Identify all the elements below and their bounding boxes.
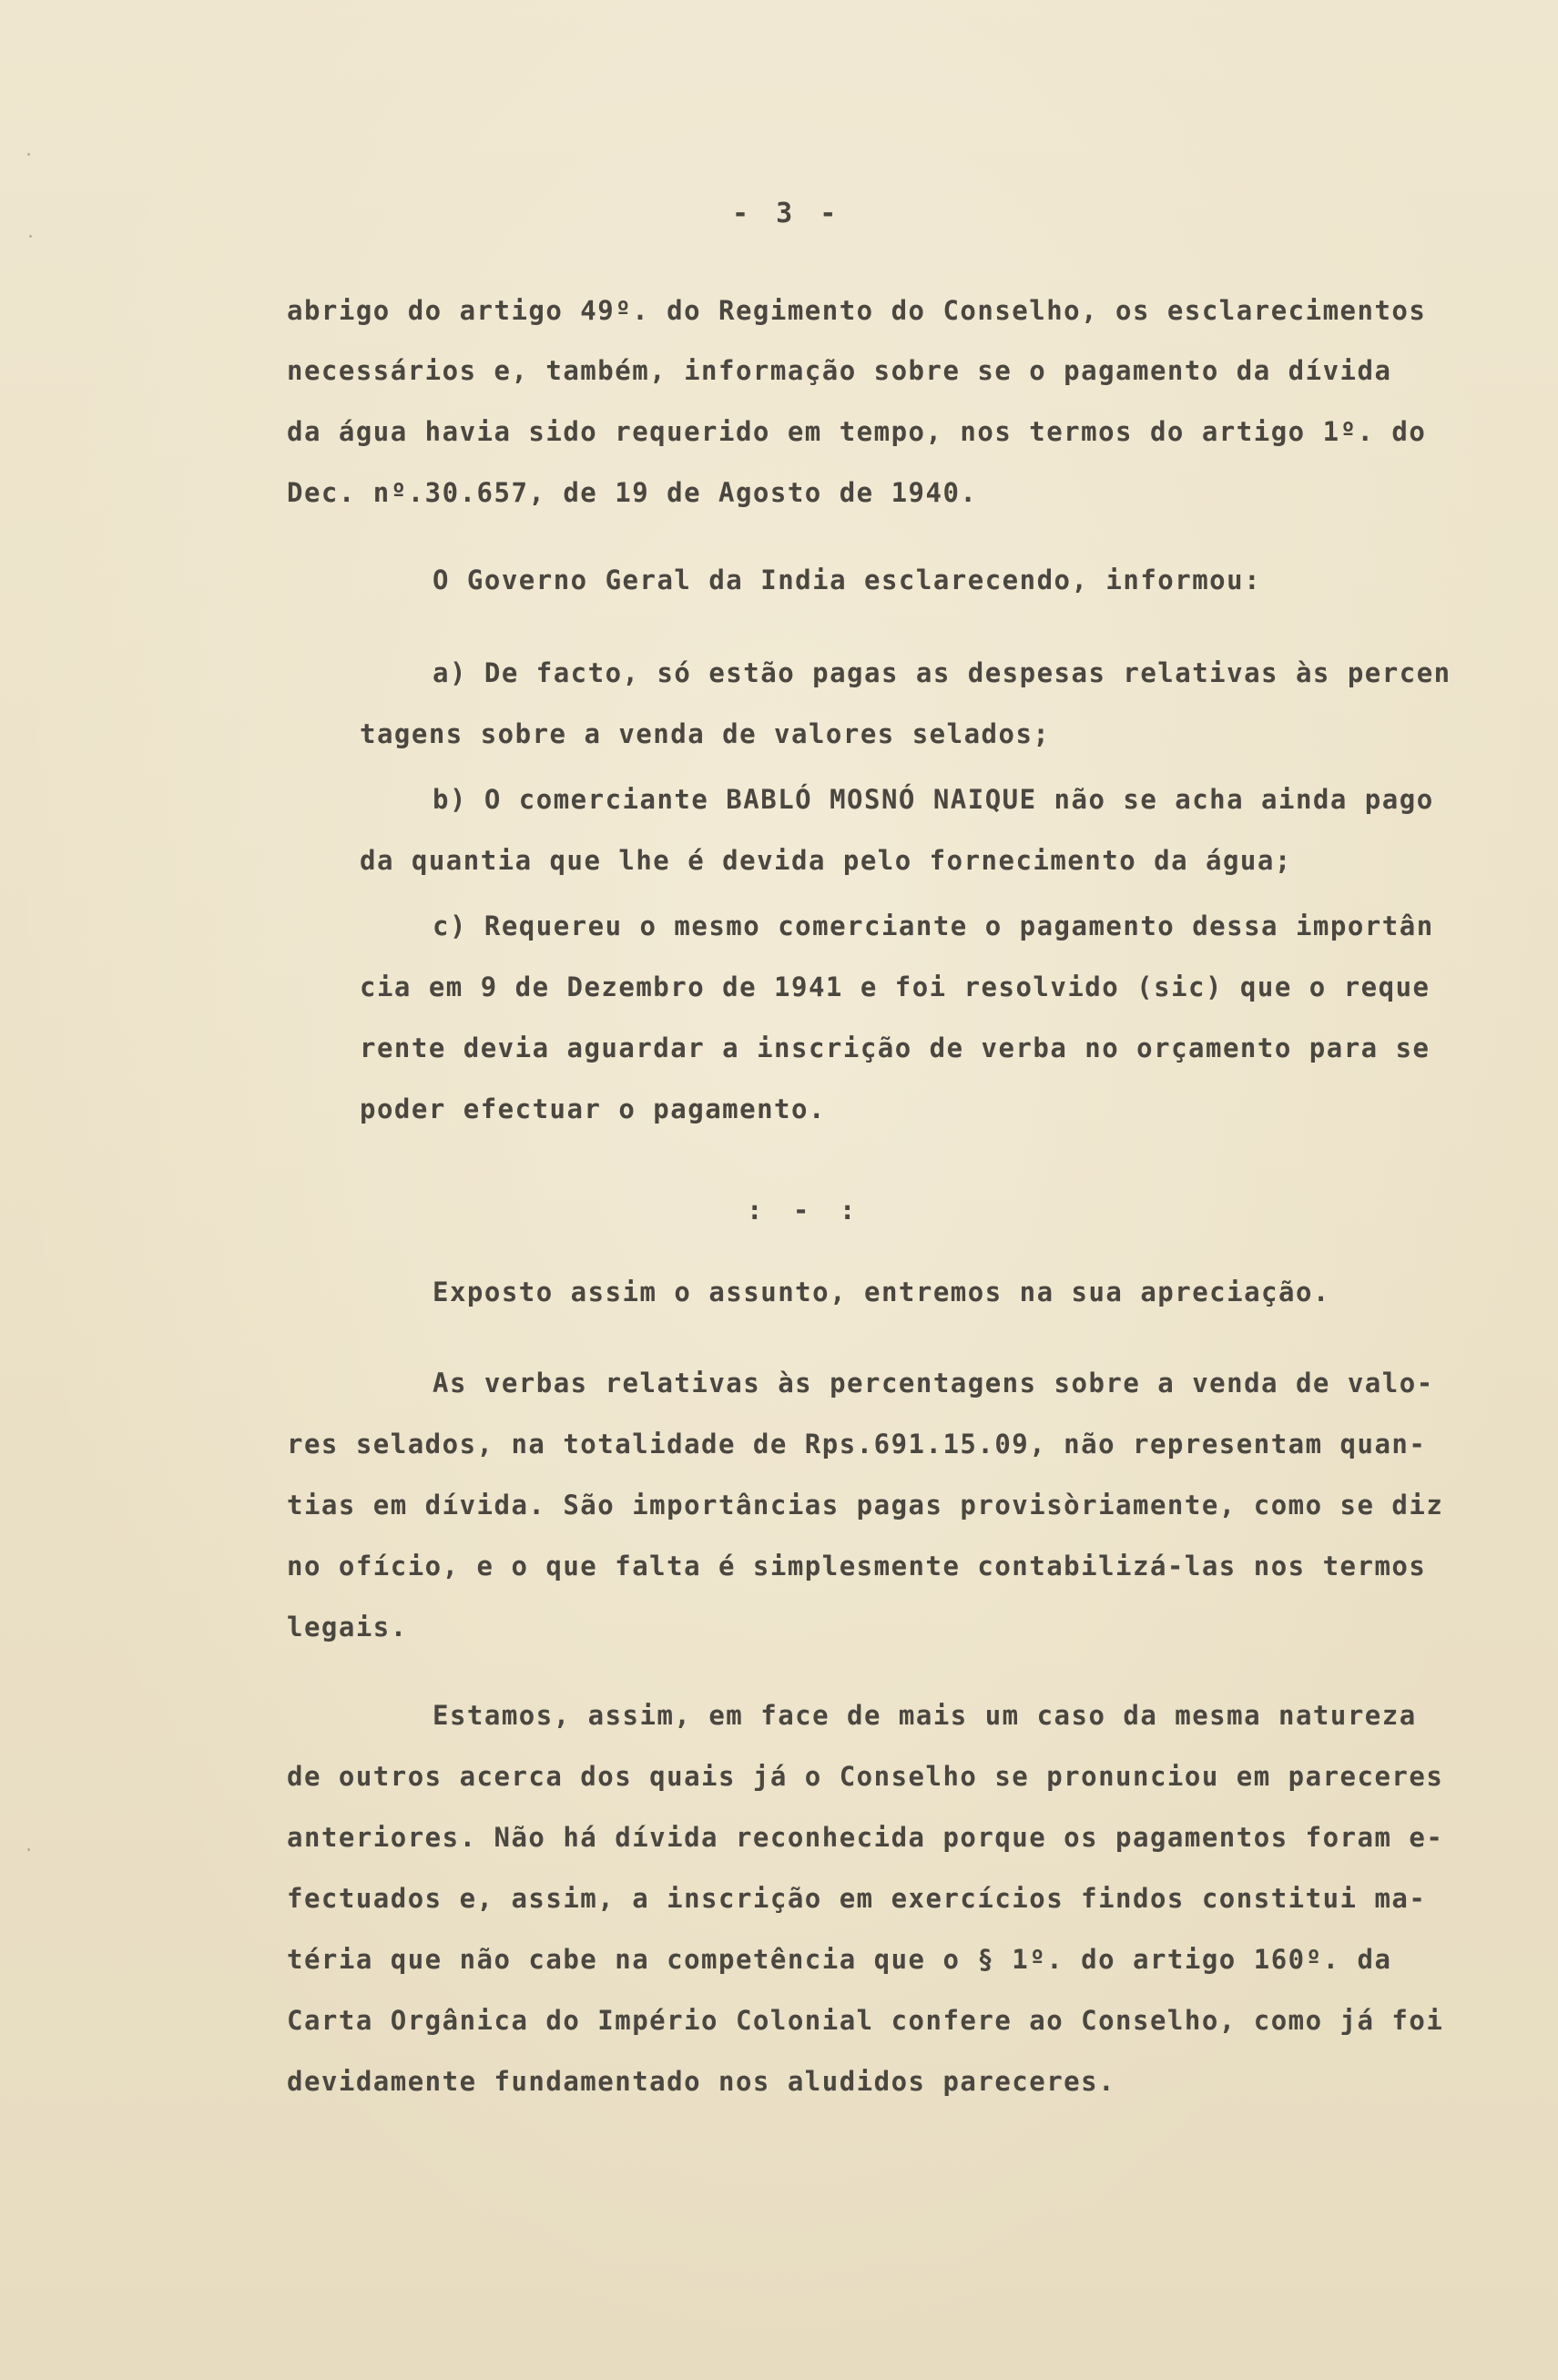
list-item-line: cia em 9 de Dezembro de 1941 e foi resolvido (sic) que o reque bbox=[360, 971, 1431, 1002]
list-item-line: poder efectuar o pagamento. bbox=[360, 1093, 826, 1124]
section-separator: : - : bbox=[747, 1195, 863, 1226]
paragraph-line: O Governo Geral da India esclarecendo, informou: bbox=[433, 564, 1262, 595]
paragraph-line: da água havia sido requerido em tempo, nos termos do artigo 1º. do bbox=[287, 416, 1427, 447]
paragraph-line: Carta Orgânica do Império Colonial confere ao Conselho, como já foi bbox=[287, 2005, 1444, 2036]
list-item-line: a) De facto, só estão pagas as despesas relativas às percen bbox=[433, 657, 1451, 688]
paragraph-line: anteriores. Não há dívida reconhecida porque os pagamentos foram e- bbox=[287, 1822, 1444, 1853]
paragraph-line: Dec. nº.30.657, de 19 de Agosto de 1940. bbox=[287, 477, 978, 508]
paragraph-line: abrigo do artigo 49º. do Regimento do Conselho, os esclarecimentos bbox=[287, 295, 1427, 326]
list-item-line: tagens sobre a venda de valores selados; bbox=[360, 718, 1051, 749]
paragraph-line: necessários e, também, informação sobre se o pagamento da dívida bbox=[287, 355, 1392, 386]
paragraph-line: res selados, na totalidade de Rps.691.15.09, não representam quan- bbox=[287, 1429, 1427, 1460]
paragraph-line: As verbas relativas às percentagens sobre a venda de valo- bbox=[433, 1368, 1434, 1399]
list-item-line: da quantia que lhe é devida pelo fornecimento da água; bbox=[360, 845, 1292, 876]
paragraph-line: téria que não cabe na competência que o § 1º. do artigo 160º. da bbox=[287, 1944, 1392, 1975]
list-item-line: rente devia aguardar a inscrição de verba no orçamento para se bbox=[360, 1032, 1431, 1063]
paper-speck bbox=[27, 153, 30, 156]
paragraph-line: legais. bbox=[287, 1612, 408, 1643]
paragraph-line: tias em dívida. São importâncias pagas provisòriamente, como se diz bbox=[287, 1490, 1444, 1521]
paragraph-line: de outros acerca dos quais já o Conselho se pronunciou em pareceres bbox=[287, 1761, 1444, 1792]
paragraph-line: Exposto assim o assunto, entremos na sua apreciação. bbox=[433, 1276, 1330, 1307]
list-item-line: b) O comerciante BABLÓ MOSNÓ NAIQUE não se acha ainda pago bbox=[433, 784, 1434, 815]
page-number: - 3 - bbox=[732, 198, 842, 229]
list-item-line: c) Requereu o mesmo comerciante o pagamento dessa importân bbox=[433, 910, 1434, 941]
paragraph-line: fectuados e, assim, a inscrição em exercícios findos constitui ma- bbox=[287, 1883, 1427, 1914]
paper-speck bbox=[29, 235, 32, 238]
paragraph-line: devidamente fundamentado nos aludidos pareceres. bbox=[287, 2066, 1116, 2097]
paragraph-line: no ofício, e o que falta é simplesmente contabilizá-las nos termos bbox=[287, 1551, 1427, 1582]
paragraph-line: Estamos, assim, em face de mais um caso da mesma natureza bbox=[433, 1700, 1417, 1731]
paper-speck bbox=[27, 1848, 30, 1851]
